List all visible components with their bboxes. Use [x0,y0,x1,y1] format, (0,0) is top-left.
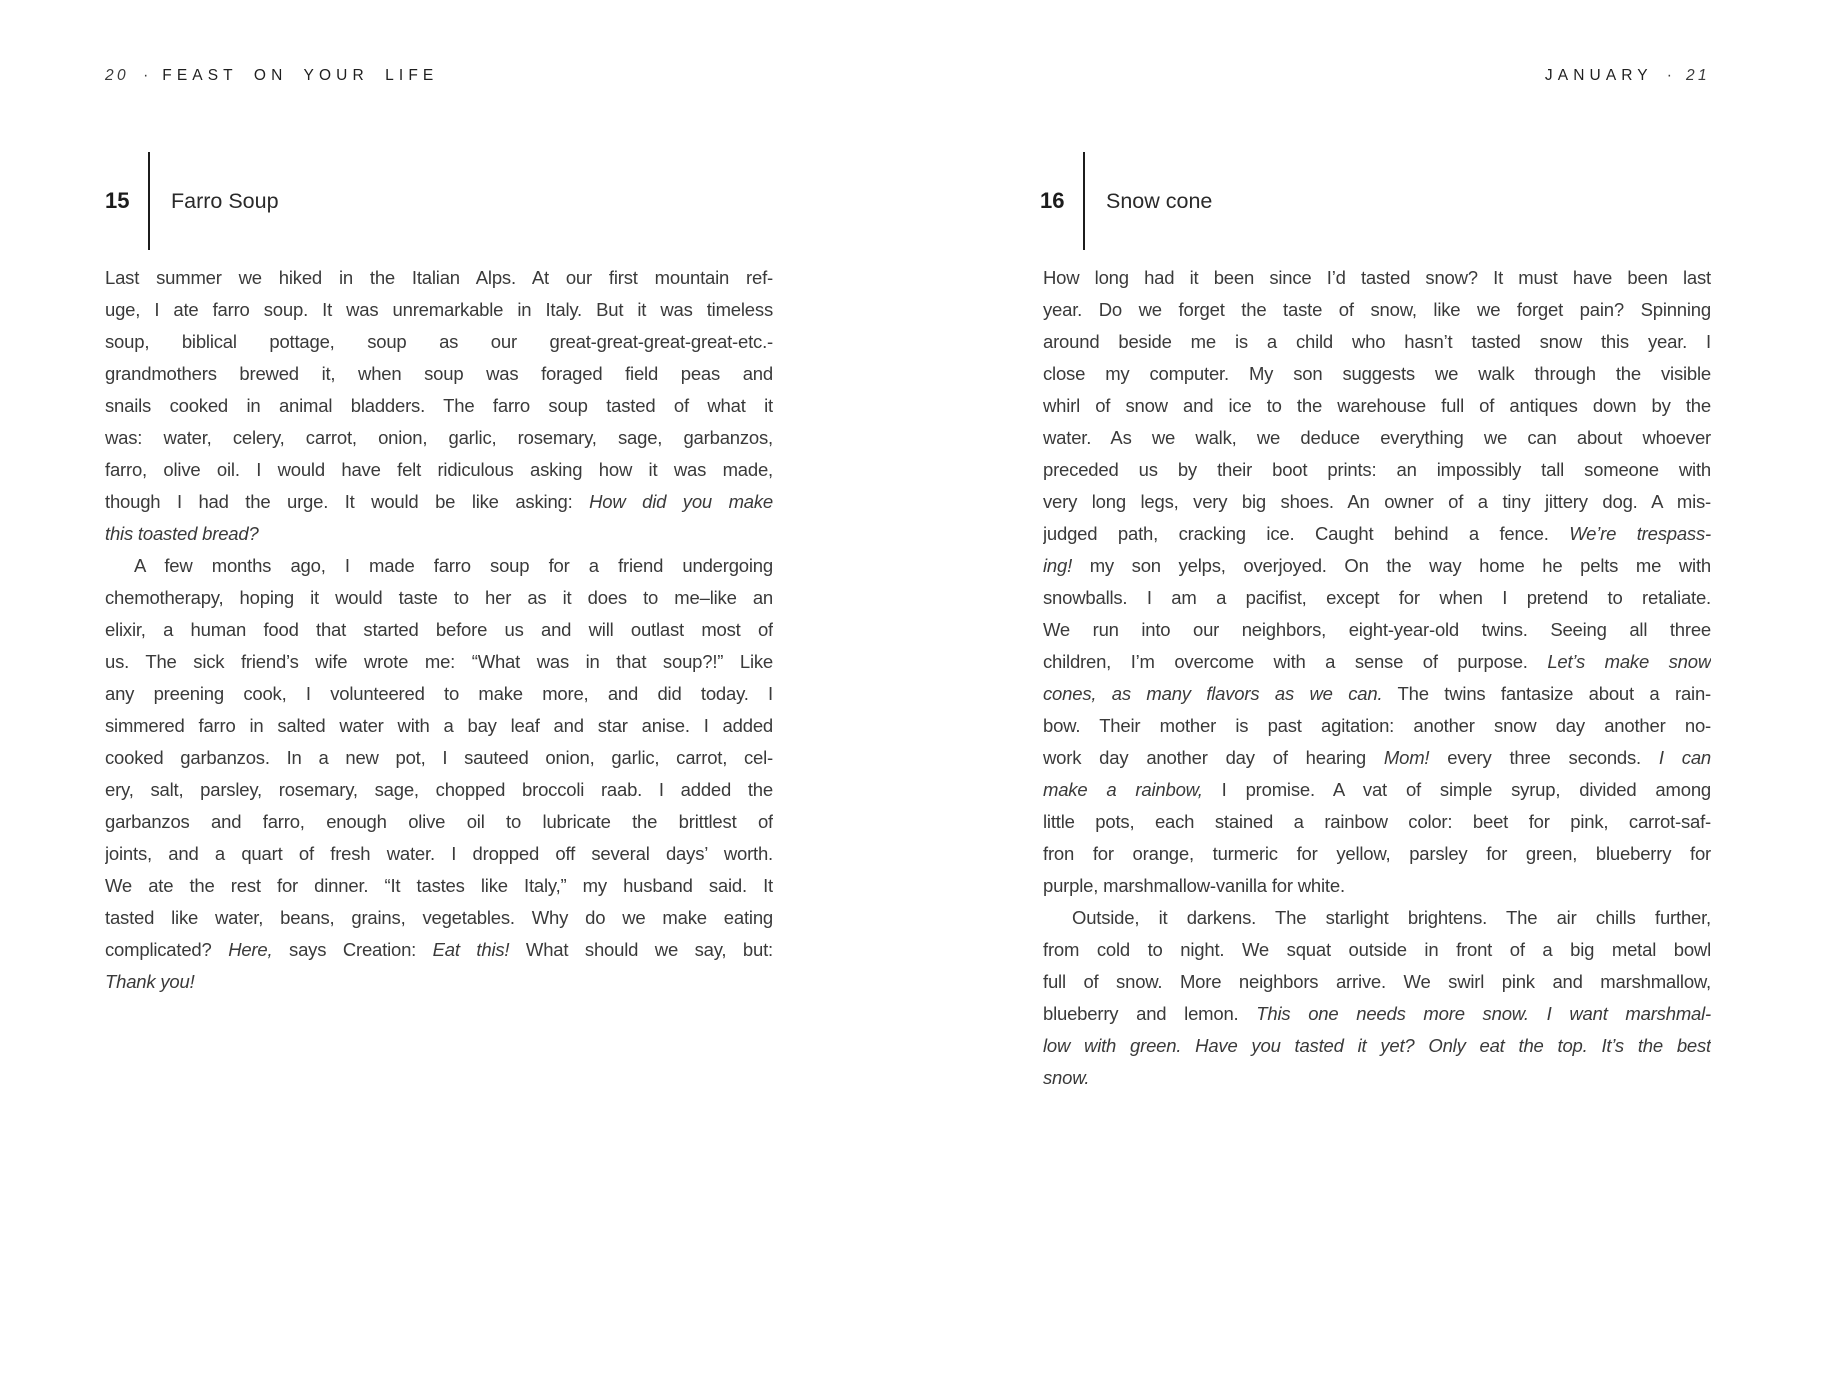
text-line [105,710,773,742]
text-segment: us. The sick friend’s wife wrote me: “What was in that soup?!” Like [105,651,773,672]
text-segment: preceded us by their boot prints: an impossibly tall someone with [1043,459,1711,480]
text-line [105,550,773,582]
text-segment: fron for orange, turmeric for yellow, parsley for green, blueberry for [1043,843,1711,864]
text-segment: work day another day of hearing [1043,747,1384,768]
text-segment: soup, biblical pottage, soup as our great-great-great-great-etc.- [105,331,773,352]
text-segment: uge, I ate farro soup. It was unremarkable in Italy. But it was timeless [105,299,773,320]
text-segment: purple, marshmallow-vanilla for white. [1043,875,1345,896]
text-segment: year. Do we forget the taste of snow, like we forget pain? Spinning [1043,299,1711,320]
right-body-text [1043,262,1711,1094]
text-line [105,422,773,454]
right-entry-header [1040,152,1212,250]
left-entry-title: Farro Soup [171,188,279,213]
text-segment: snowballs. I am a pacifist, except for when I pretend to retaliate. [1043,587,1711,608]
paragraph [105,550,773,998]
text-line [1043,614,1711,646]
text-line [1043,774,1711,806]
text-segment: chemotherapy, hoping it would taste to her as it does to me–like an [105,587,773,608]
left-entry-divider [148,152,150,250]
text-line [105,262,773,294]
right-running-title: JANUARY [1544,67,1653,84]
right-entry-number: 16 [1040,188,1065,213]
text-line [1043,358,1711,390]
text-segment: little pots, each stained a rainbow color: beet for pink, carrot-saf- [1043,811,1711,832]
text-segment: children, I’m overcome with a sense of purpose. [1043,651,1548,672]
text-segment: full of snow. More neighbors arrive. We swirl pink and marshmallow, [1043,971,1711,992]
italic-text-segment: Eat this! [432,939,510,960]
text-line [1043,870,1711,902]
paragraph [105,262,773,550]
text-line [1043,966,1711,998]
text-segment: water. As we walk, we deduce everything we can about whoever [1043,427,1711,448]
text-segment: my son yelps, overjoyed. On the way home he pelts me with [1072,555,1711,576]
text-line [105,678,773,710]
text-segment: farro, olive oil. I would have felt ridiculous asking how it was made, [105,459,773,480]
text-line [105,358,773,390]
text-segment: bow. Their mother is past agitation: another snow day another no- [1043,715,1711,736]
text-segment: How long had it been since I’d tasted snow? It must have been last [1043,267,1711,288]
text-line [1043,806,1711,838]
italic-text-segment: We’re trespass- [1569,523,1711,544]
italic-text-segment: ing! [1043,555,1073,576]
left-running-head [105,66,438,86]
text-segment: was: water, celery, carrot, onion, garlic, rosemary, sage, garbanzos, [105,427,773,448]
text-segment: We ate the rest for dinner. “It tastes like Italy,” my husband said. It [105,875,773,896]
text-line [1043,1030,1711,1062]
text-segment: What should we say, but: [509,939,773,960]
italic-text-segment: Thank you! [105,971,195,992]
text-segment: judged path, cracking ice. Caught behind a fence. [1043,523,1570,544]
text-segment: from cold to night. We squat outside in front of a big metal bowl [1043,939,1711,960]
text-segment: cooked garbanzos. In a new pot, I sauteed onion, garlic, carrot, cel- [105,747,773,768]
text-line [105,486,773,518]
text-segment: The twins fantasize about a rain- [1382,683,1711,704]
italic-text-segment: low with green. Have you tasted it yet? Only eat the top. It’s the best [1043,1035,1711,1056]
text-segment: says Creation: [272,939,433,960]
text-line [1043,582,1711,614]
text-segment: blueberry and lemon. [1043,1003,1257,1024]
text-segment: very long legs, very big shoes. An owner of a tiny jittery dog. A mis- [1043,491,1711,512]
text-line [1043,518,1711,550]
text-line [1043,262,1711,294]
text-line [105,326,773,358]
italic-text-segment: Mom! [1383,747,1430,768]
text-line [1043,678,1711,710]
text-segment: simmered farro in salted water with a bay leaf and star anise. I added [105,715,773,736]
text-segment: though I had the urge. It would be like asking: [105,491,590,512]
text-line [105,870,773,902]
italic-text-segment: I can [1658,747,1711,768]
left-entry-header [105,152,279,250]
italic-text-segment: make a rainbow, [1043,779,1203,800]
text-line [105,646,773,678]
italic-text-segment: Let’s make snow [1547,651,1711,672]
text-line [1043,902,1711,934]
paragraph [1043,902,1711,1094]
text-line [105,774,773,806]
italic-text-segment: How did you make [589,491,773,512]
italic-text-segment: This one needs more snow. I want marshmal- [1256,1003,1711,1024]
text-line [105,614,773,646]
text-line [105,518,773,550]
text-line [1043,710,1711,742]
left-page-number: 20 [105,67,130,84]
text-line [1043,838,1711,870]
text-line [105,934,773,966]
left-separator-dot: · [143,67,149,84]
text-segment: elixir, a human food that started before us and will outlast most of [105,619,773,640]
text-line [1043,326,1711,358]
right-entry-divider [1083,152,1085,250]
text-segment: Last summer we hiked in the Italian Alps. At our first mountain ref- [105,267,773,288]
text-line [1043,422,1711,454]
text-line [1043,486,1711,518]
text-line [105,582,773,614]
text-segment: tasted like water, beans, grains, vegetables. Why do we make eating [105,907,773,928]
italic-text-segment: Here, [228,939,273,960]
text-segment: complicated? [105,939,229,960]
text-line [1043,742,1711,774]
text-line [1043,454,1711,486]
text-segment: joints, and a quart of fresh water. I dropped off several days’ worth. [105,843,773,864]
text-line [105,742,773,774]
text-line [1043,1062,1711,1094]
text-line [105,454,773,486]
text-segment: every three seconds. [1429,747,1659,768]
italic-text-segment: this toasted bread? [105,523,259,544]
text-segment: I promise. A vat of simple syrup, divided among [1202,779,1711,800]
text-line [105,902,773,934]
italic-text-segment: snow. [1043,1067,1090,1088]
text-segment: A few months ago, I made farro soup for a friend undergoing [134,555,773,576]
text-line [1043,998,1711,1030]
text-line [105,838,773,870]
text-segment: around beside me is a child who hasn’t tasted snow this year. I [1043,331,1711,352]
left-entry-number: 15 [105,188,130,213]
left-body-text [105,262,773,998]
text-line [1043,646,1711,678]
text-line [1043,390,1711,422]
text-segment: close my computer. My son suggests we walk through the visible [1043,363,1711,384]
text-line [105,806,773,838]
right-separator-dot: · [1666,67,1672,84]
text-line [105,966,773,998]
text-segment: any preening cook, I volunteered to make more, and did today. I [105,683,773,704]
right-page-number: 21 [1685,67,1710,84]
text-line [105,294,773,326]
left-running-title: FEAST ON YOUR LIFE [162,67,439,84]
text-line [1043,550,1711,582]
right-entry-title: Snow cone [1106,188,1213,213]
italic-text-segment: cones, as many flavors as we can. [1043,683,1383,704]
text-line [105,390,773,422]
right-running-head [1042,66,1710,86]
text-segment: We run into our neighbors, eight-year-old twins. Seeing all three [1043,619,1711,640]
paragraph [1043,262,1711,902]
text-segment: garbanzos and farro, enough olive oil to lubricate the brittlest of [105,811,773,832]
text-segment: ery, salt, parsley, rosemary, sage, chopped broccoli raab. I added the [105,779,773,800]
text-segment: snails cooked in animal bladders. The farro soup tasted of what it [105,395,773,416]
text-segment: whirl of snow and ice to the warehouse full of antiques down by the [1043,395,1711,416]
text-line [1043,934,1711,966]
text-segment: Outside, it darkens. The starlight brightens. The air chills further, [1072,907,1711,928]
text-segment: grandmothers brewed it, when soup was foraged field peas and [105,363,773,384]
text-line [1043,294,1711,326]
